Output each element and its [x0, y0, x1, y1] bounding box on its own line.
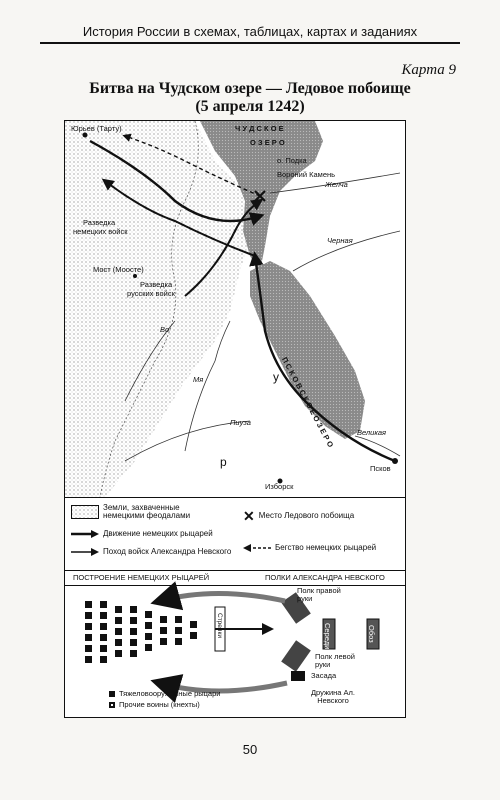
map-drawing: [65, 121, 405, 497]
lands-swatch-icon: [71, 505, 99, 519]
knight-mark: [145, 644, 152, 651]
solid-arrow-icon: [71, 530, 99, 538]
knight-mark: [85, 634, 92, 641]
knight-mark: [130, 606, 137, 613]
knight-mark: [130, 628, 137, 635]
knight-mark: [130, 617, 137, 624]
label-velikaya: Великая: [357, 428, 387, 437]
left-regiment-label: Полк левой руки: [315, 652, 355, 669]
ambush-block: [291, 671, 305, 681]
left-regiment-block: [281, 640, 311, 672]
label-pod-lipka: о. Подка: [277, 156, 307, 165]
center-label: Середина: [322, 623, 332, 658]
page-subtitle: (5 апреля 1242): [195, 98, 305, 115]
druzhina-label: Дружина Ал. Невского: [310, 688, 356, 705]
knight-mark: [100, 645, 107, 652]
knight-mark: [160, 638, 167, 645]
legend-knights-move: Движение немецких рыцарей: [71, 530, 213, 538]
knight-mark: [115, 628, 122, 635]
battle-map: [64, 120, 406, 498]
knight-mark: [115, 639, 122, 646]
knight-mark: [85, 623, 92, 630]
label-letter-r: р: [220, 455, 227, 469]
knight-mark: [100, 656, 107, 663]
knight-mark: [175, 627, 182, 634]
label-razvedka-rus-1: Разведка: [140, 280, 173, 289]
right-regiment-label: Полк правой руки: [297, 586, 341, 603]
map-legend: [64, 498, 406, 571]
knight-mark: [85, 601, 92, 608]
knight-mark: [175, 616, 182, 623]
knight-mark: [175, 638, 182, 645]
other-warriors-label: Прочие воины (кнехты): [119, 700, 200, 709]
dashed-arrow-icon: [243, 544, 271, 552]
knight-mark: [115, 650, 122, 657]
knight-mark: [130, 650, 137, 657]
label-voroniy-kamen: Вороний Камень: [277, 170, 336, 179]
label-razvedka-nem-1: Разведка: [83, 218, 116, 227]
label-letter-u: у: [273, 370, 279, 384]
label-pskovskoe: П С К О В С К О Е О З Е Р О: [279, 355, 336, 449]
thin-arrow-icon: [71, 548, 99, 556]
knight-mark: [130, 639, 137, 646]
ambush-label: Засада: [311, 671, 337, 680]
map-number: Карта 9: [401, 62, 456, 78]
knight-mark: [100, 623, 107, 630]
knight-mark: [190, 632, 197, 639]
archers-label: Стрелки: [215, 613, 223, 638]
knights-wedge: [85, 601, 197, 663]
label-chernaya: Черная: [327, 236, 353, 245]
legend-nevsky-campaign: Поход войск Александра Невского: [71, 548, 231, 556]
knight-mark: [100, 612, 107, 619]
knight-mark: [145, 611, 152, 618]
page-title: Битва на Чудском озере — Ледовое побоище: [89, 80, 411, 97]
label-yuryev: Юрьев (Тарту): [71, 124, 122, 133]
knight-mark: [160, 616, 167, 623]
knight-mark: [115, 606, 122, 613]
cross-icon: ✕: [243, 508, 255, 524]
label-river-piusa: Пиуза: [230, 418, 251, 427]
heavy-knights-label: Тяжеловооружённые рыцари: [119, 689, 221, 698]
knight-mark: [85, 612, 92, 619]
label-pskov: Псков: [370, 464, 391, 473]
knight-mark: [145, 622, 152, 629]
convoy-label: Обоз: [366, 625, 376, 643]
formation-diagram: [64, 570, 406, 718]
label-lake-chudskoe-2: О З Е Р О: [250, 138, 285, 147]
left-formation-title: ПОСТРОЕНИЕ НЕМЕЦКИХ РЫЦАРЕЙ: [73, 573, 210, 582]
town-pskov: [392, 458, 398, 464]
german-lands-area: [65, 121, 255, 497]
label-zhelcha: Желча: [325, 180, 348, 189]
knight-mark: [85, 645, 92, 652]
legend-battle-place: ✕ Место Ледового побоища: [243, 508, 355, 524]
legend-knights-flight: Бегство немецких рыцарей: [243, 544, 376, 552]
knight-mark: [190, 621, 197, 628]
town-most: [133, 274, 137, 278]
label-lake-chudskoe-1: Ч У Д С К О Е: [235, 124, 284, 133]
knight-mark: [145, 633, 152, 640]
label-river-vo: Во: [160, 325, 170, 334]
page-number: 50: [242, 742, 258, 757]
label-most: Мост (Моосте): [93, 265, 144, 274]
label-razvedka-nem-2: немецких войск: [73, 227, 128, 236]
flank-arrow-top: [160, 594, 285, 602]
right-formation-title: ПОЛКИ АЛЕКСАНДРА НЕВСКОГО: [265, 573, 385, 582]
legend-lands: Земли, захваченные немецкими феодалами: [71, 504, 223, 521]
knight-mark: [85, 656, 92, 663]
book-header: История России в схемах, таблицах, картах и заданиях: [40, 24, 460, 44]
label-river-mya: Мя: [193, 375, 204, 384]
knight-mark: [100, 601, 107, 608]
town-yuryev: [83, 133, 88, 138]
knight-mark: [100, 634, 107, 641]
knight-mark: [115, 617, 122, 624]
knight-mark: [160, 627, 167, 634]
label-izborsk: Изборск: [265, 482, 294, 491]
heavy-knight-swatch: [109, 691, 115, 697]
label-razvedka-rus-2: русских войск: [127, 289, 175, 298]
